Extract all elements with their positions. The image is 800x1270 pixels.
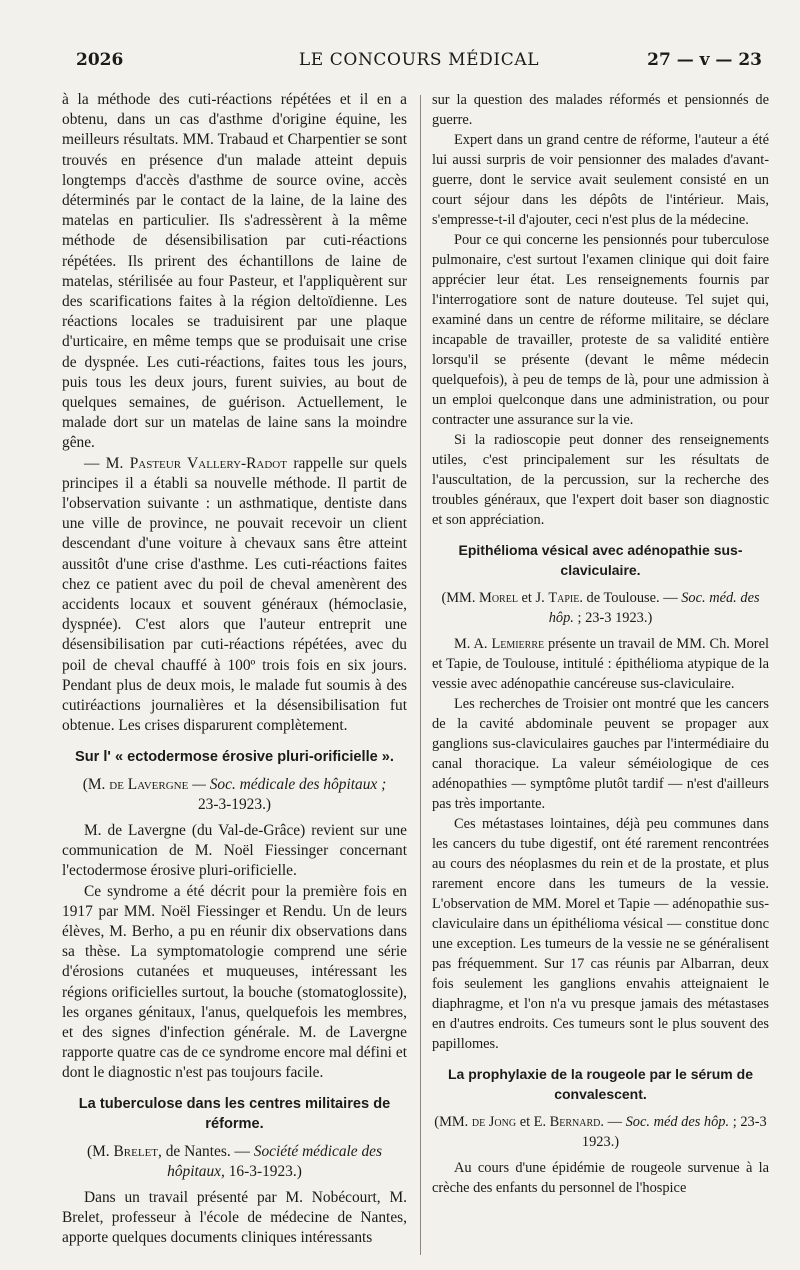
- citation-joiner: et E.: [519, 1114, 547, 1130]
- column-divider: [420, 95, 421, 1255]
- section-heading: Epithélioma vésical avec adénopathie sus-claviculaire.: [458, 542, 743, 578]
- paragraph: Dans un travail présenté par M. Nobécourt, M. Brelet, professeur à l'école de médecine de Nantes, apporte quelques documents cliniques intéressants: [62, 1188, 407, 1247]
- paragraph: [432, 634, 769, 694]
- society-name: — Soc. médicale des hôpitaux ;: [192, 775, 387, 793]
- citation-open: (MM.: [441, 590, 476, 606]
- author-name: Pasteur Vallery-Radot: [129, 454, 287, 472]
- left-column: [62, 90, 407, 1249]
- citation-date: 16-3-1923.): [228, 1162, 302, 1180]
- author-name: Bernard: [549, 1114, 601, 1130]
- society-name: Société médicale des hôpitaux,: [167, 1142, 382, 1180]
- citation-open: (MM.: [434, 1114, 469, 1130]
- dash: — M.: [84, 454, 124, 472]
- citation-place: , de Nantes. —: [158, 1142, 250, 1160]
- author-name: de Jong: [471, 1114, 517, 1130]
- citation-dash: . —: [600, 1114, 622, 1130]
- paragraph: Ces métastases lointaines, déjà peu communes dans les cancers du tube digestif, ont été rarement rencontrées au cours des néoplasmes du rein et de la prostate, et plus rarement encore dans les tumeurs de la vessie. L'observation de MM. Morel et Tapie — adénopathie sus-claviculaire dans un épithélioma vésical — constitue donc une exception. Les tumeurs de la vessie ne se généralisent pas fréquemment. Sur 17 cas réunis par Albarran, deux fois seulement les ganglions envahis atteignaient le diaphragme, et l'on n'a vu presque jamais des métastases en d'autres endroits. Ces tumeurs sont le plus souvent des papillomes.: [432, 816, 769, 1052]
- section-heading: La prophylaxie de la rougeole par le sérum de convalescent.: [448, 1066, 753, 1102]
- journal-title: LE CONCOURS MÉDICAL: [298, 50, 540, 70]
- citation-date: 23-3-1923.): [197, 795, 272, 813]
- page-header: [76, 50, 762, 78]
- paragraph: Si la radioscopie peut donner des renseignements utiles, c'est principalement sur les résultats de l'auscultation, de la percussion, sur la recherche des troubles généraux, que l'expert doit baser son diagnostic et son appréciation.: [432, 432, 769, 528]
- author-name: Morel: [479, 590, 518, 606]
- author-name: Tapie: [548, 590, 580, 606]
- citation-date: ; 23-3 1923.): [577, 610, 653, 626]
- source-citation: [62, 1142, 407, 1182]
- paragraph: Au cours d'une épidémie de rougeole survenue à la crèche des enfants du personnel de l'hospice: [432, 1160, 769, 1196]
- paragraph: Expert dans un grand centre de réforme, l'auteur a été lui aussi surpris de voir pensionner des malades d'avant-guerre, dont le service avait seulement consisté en un court séjour dans les dépôts de l'intérieur. Mais, s'empresse-t-il d'ajouter, ceci n'est plus de la médecine.: [432, 132, 769, 228]
- right-column: [432, 90, 769, 1198]
- paragraph-text: rappelle sur quels principes il a établi sa nouvelle méthode. Il partit de l'observation suivante : un asthmatique, dentiste dans une ville de province, ne pouvait recevoir un client descendant d'une voiture à chevaux sans être atteint aussitôt d'une crise d'asthme. Les cuti-réactions faites chez ce patient avec du poil de cheval amenèrent des accidents locaux et souvent généraux (hémoclasie, dyspnée). C'est alors que l'auteur entreprit une désensibilisation par cuti-réactions répétées, avec du poil de cheval chauffé à 100º trois fois en six jours. Pendant plus de deux mois, le malade fut soumis à des cutiréactions journalières et la désensibilisation fut obtenue. Les crises disparurent complètement.: [62, 454, 407, 735]
- society-name: Soc. méd. des hôp.: [548, 590, 760, 626]
- paragraph-open: M. A.: [454, 636, 488, 652]
- section-heading: Sur l' « ectodermose érosive pluri-orificielle ».: [75, 748, 394, 765]
- citation-joiner: et J.: [521, 590, 545, 606]
- page-number: 2026: [76, 50, 124, 70]
- issue-date: 27 — v — 23: [647, 50, 762, 70]
- paragraph: Pour ce qui concerne les pensionnés pour tuberculose pulmonaire, c'est surtout l'examen clinique qui doit faire apprécier leur état. Les renseignements fournis par l'interrogatiore sont de nature douteuse. Tel sujet qui, examiné dans un centre de réforme militaire, se déclare incapable de travailler, proteste de sa validité entière lorsqu'il se présente (devant le même médecin quelquefois), à peu de temps de là, pour une admission à un emploi quelconque dans une administration, ou pour contracter une assurance sur la vie.: [432, 232, 769, 428]
- paragraph: Les recherches de Troisier ont montré que les cancers de la cavité abdominale peuvent se propager aux ganglions sus-claviculaires gauches par l'intermédiaire du canal thoracique. La valeur séméiologique de ces adénopathies — symptôme plutôt tardif — n'est d'ailleurs pas très importante.: [432, 696, 769, 812]
- paragraph: sur la question des malades réformés et pensionnés de guerre.: [432, 92, 769, 128]
- paragraph: M. de Lavergne (du Val-de-Grâce) revient sur une communication de M. Noël Fiessinger concernant l'ectodermose érosive pluri-orificielle.: [62, 821, 407, 880]
- paragraph-text: présente un travail de MM. Ch. Morel et Tapie, de Toulouse, intitulé : épithélioma atypique de la vessie avec adénopathie cancéreuse sus-claviculaire.: [432, 636, 769, 692]
- source-citation: [432, 588, 769, 628]
- author-name: Brelet: [113, 1142, 159, 1160]
- citation-date: ; 23-3 1923.): [581, 1114, 767, 1150]
- citation-place: . de Toulouse. —: [579, 590, 678, 606]
- paragraph: à la méthode des cuti-réactions répétées et il en a obtenu, dans un cas d'asthme d'origine équine, les meilleurs résultats. MM. Trabaud et Charpentier se sont trouvés en présence d'un malade atteint depuis longtemps d'accès d'asthme de source ovine, accès déterminés par le contact de la laine, de la laine des matelas en particulier. Ils s'adressèrent à la même méthode de désensibilisation par cuti-réactions répétées. Ils prirent des échantillons de laine de matelas, stérilisée au four Pasteur, et l'appliquèrent sur des scarifications faites à la région deltoïdienne. Les réactions locales se traduisirent par une plaque d'urticaire, en même temps que se produisait une crise de dyspnée. Les cuti-réactions, faites tous les jours, puis tous les deux jours, furent suivies, au bout de quelques semaines, de guérison. Actuellement, le malade dort sur un matelas de laine sans la moindre gêne.: [62, 91, 407, 452]
- source-citation: [62, 775, 407, 815]
- paragraph: Ce syndrome a été décrit pour la première fois en 1917 par MM. Noël Fiessinger et Rendu. Un de leurs élèves, M. Berho, a pu en réunir dix observations dans sa thèse. La symptomatologie comprend une série d'érosions cutanées et muqueuses, intéressant les régions orificielles surtout, la bouche (stomatoglossite), les organes génitaux, l'anus, quelquefois les membres, et des signes d'infection générale. M. de Lavergne rapporte quatre cas de ce syndrome encore mal défini et dont le diagnostic n'est pas toujours facile.: [62, 882, 407, 1082]
- citation-open: (M.: [82, 775, 106, 793]
- author-name: de Lavergne: [109, 775, 189, 793]
- source-citation: [432, 1112, 769, 1152]
- author-name: Lemierre: [491, 636, 545, 652]
- society-name: Soc. méd des hôp.: [625, 1114, 730, 1130]
- section-heading: La tuberculose dans les centres militaires de réforme.: [78, 1095, 391, 1132]
- paragraph: [62, 454, 407, 737]
- citation-open: (M.: [87, 1142, 110, 1160]
